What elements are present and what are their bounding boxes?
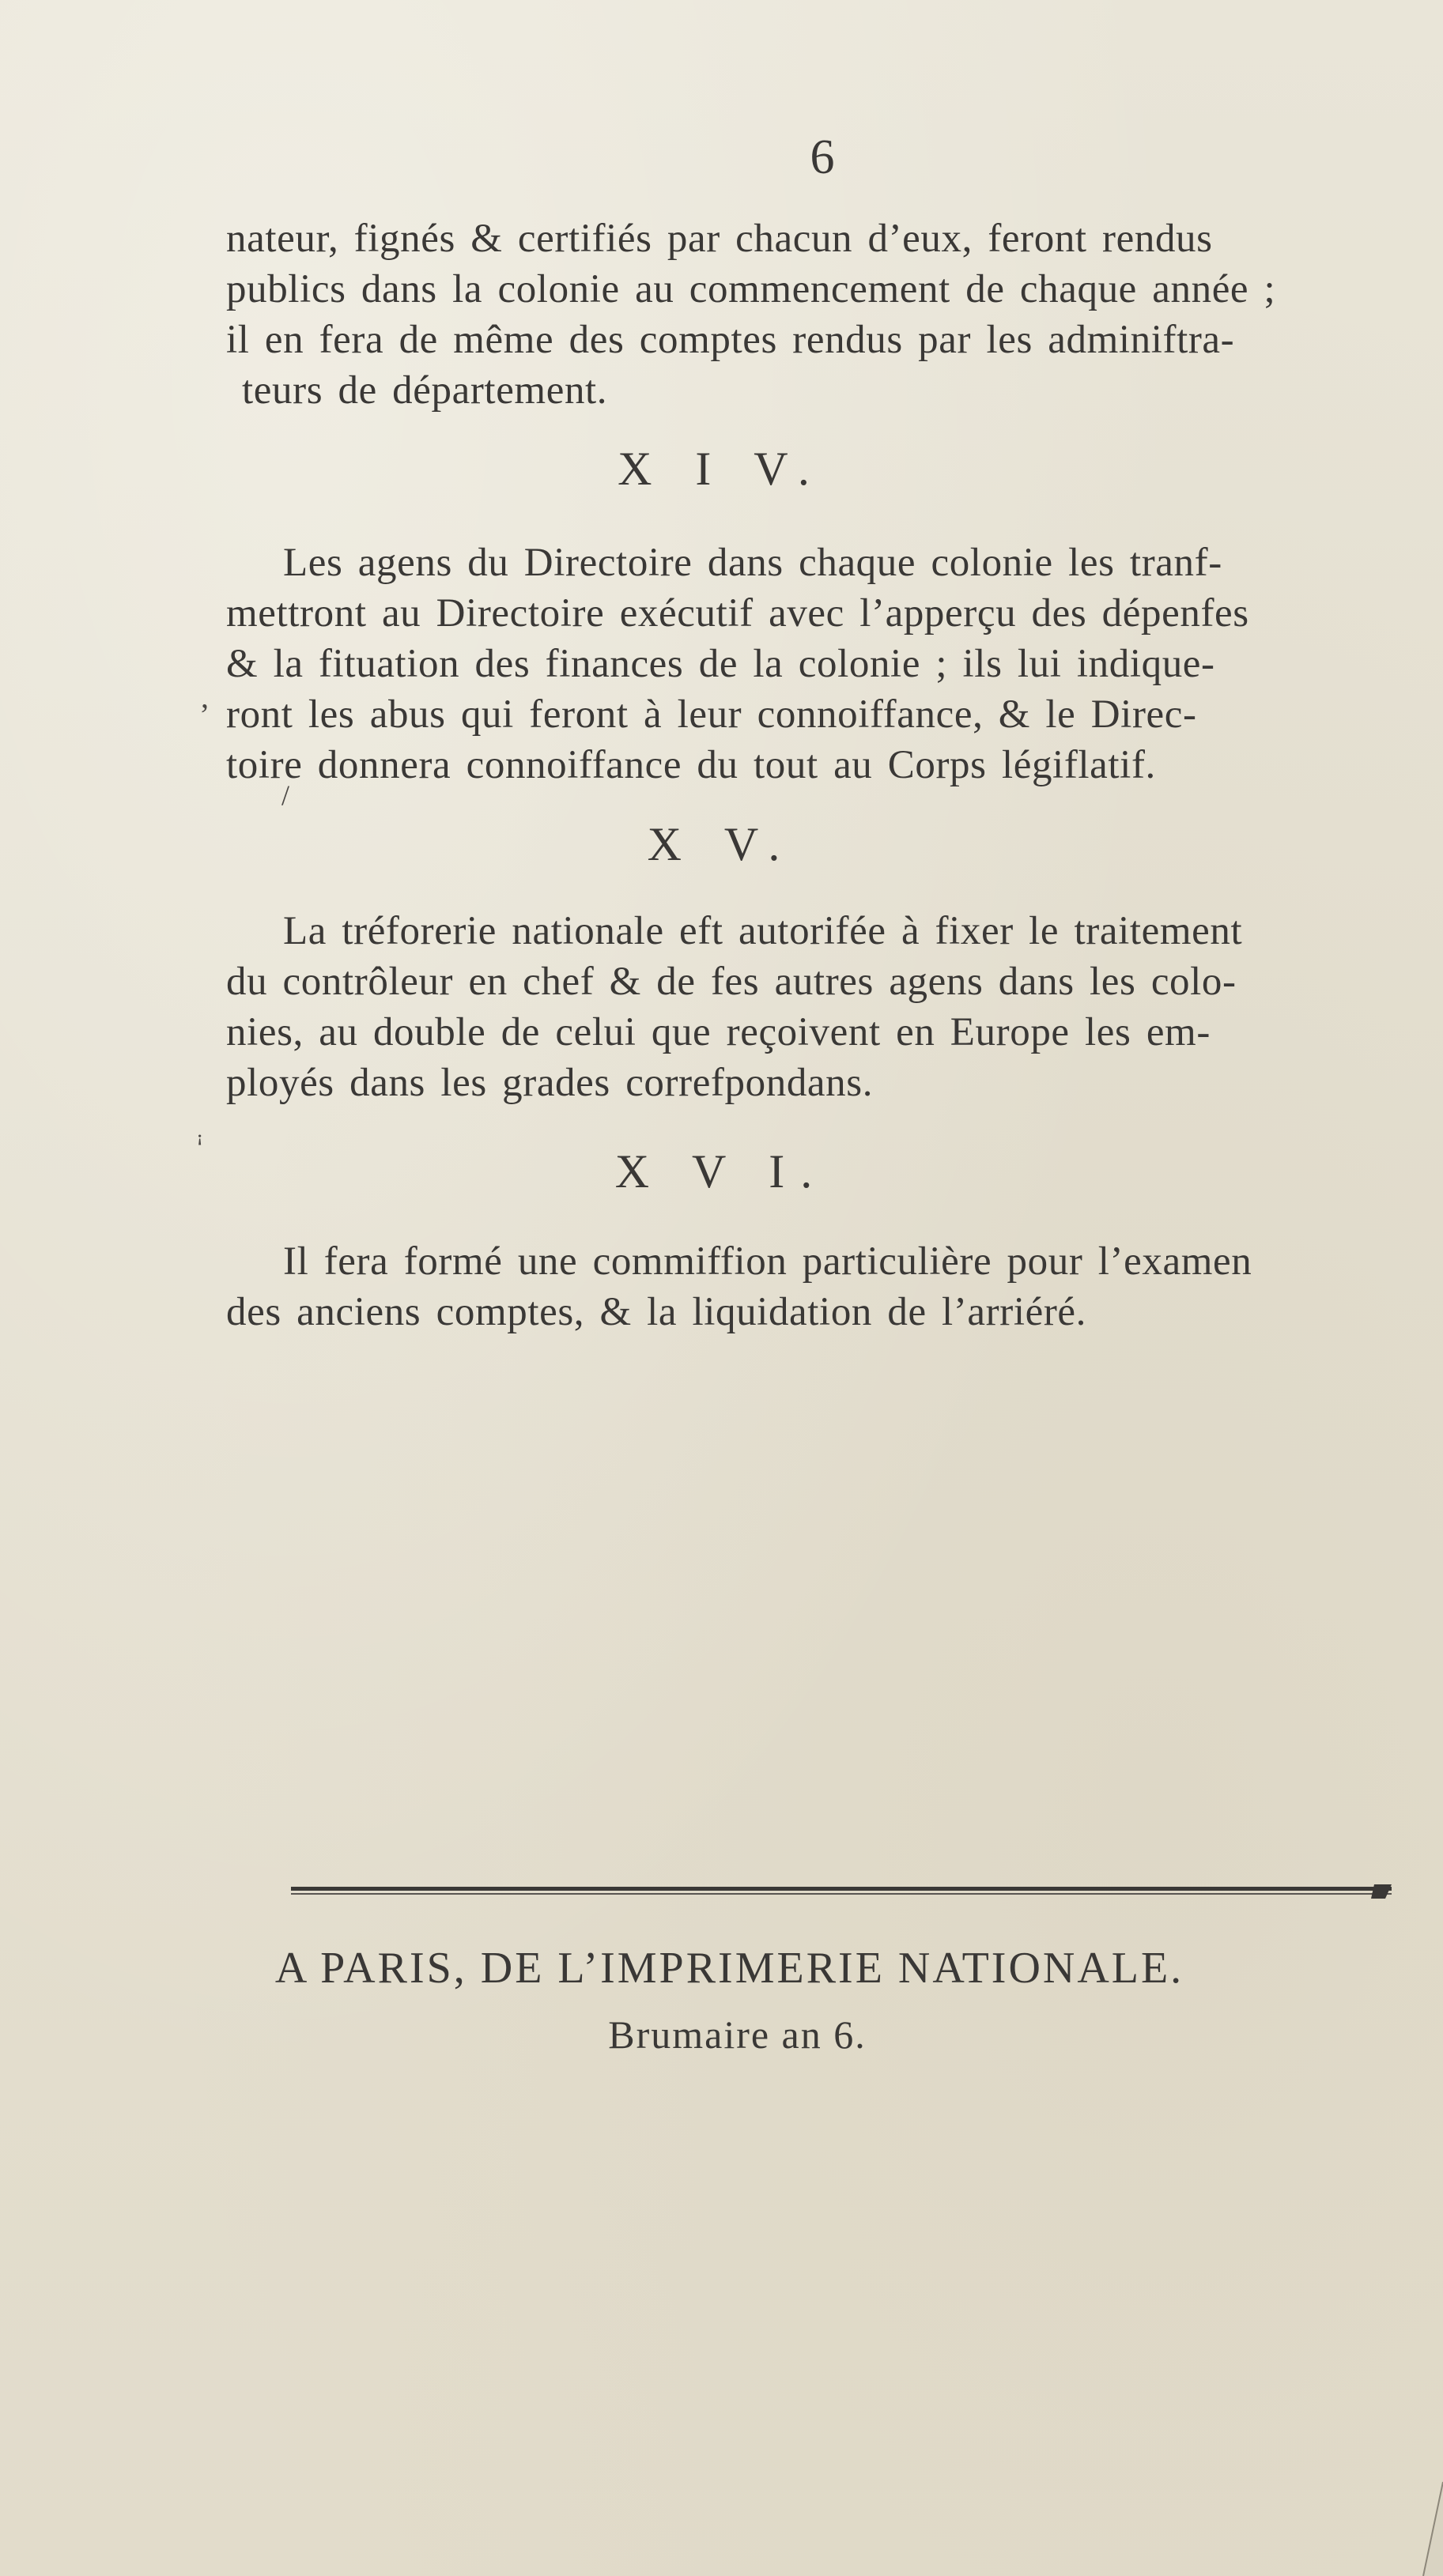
paper-mark: , xyxy=(201,679,209,715)
paragraph-article-xv xyxy=(226,906,1400,1108)
text-line: ployés dans les grades correfpondans. xyxy=(226,1061,874,1105)
text-line: La tréforerie nationale eft autorifée à fixer le traitement xyxy=(283,909,1243,953)
printers-rule xyxy=(291,1884,1392,1899)
text-line: nies, au double de celui que reçoivent en Europe les em- xyxy=(226,1010,1211,1054)
paragraph-article-xiv xyxy=(226,537,1400,790)
article-heading-xv: X V. xyxy=(647,818,796,870)
text-line: Les agens du Directoire dans chaque colonie les tranf- xyxy=(283,541,1222,585)
article-heading-xvi: X V I. xyxy=(614,1145,829,1197)
imprint-date: Brumaire an 6. xyxy=(608,2012,867,2057)
text-line: Il fera formé une commiffion particulière pour l’examen xyxy=(283,1239,1252,1284)
text-line: toire donnera connoiffance du tout au Corps légiflatif. xyxy=(226,743,1156,787)
text-line: publics dans la colonie au commencement de chaque année ; xyxy=(226,267,1276,311)
text-line: & la fituation des finances de la colonie ; ils lui indique- xyxy=(226,642,1215,686)
text-line: mettront au Directoire exécutif avec l’apperçu des dépenfes xyxy=(226,591,1249,636)
paragraph-article-xvi xyxy=(226,1236,1400,1337)
text-line: teurs de département. xyxy=(242,368,608,413)
paper-mark: / xyxy=(281,779,290,811)
imprint-printer: A PARIS, DE L’IMPRIMERIE NATIONALE. xyxy=(274,1944,1184,1993)
article-heading-xiv: X I V. xyxy=(618,443,825,495)
page-number: 6 xyxy=(810,130,835,184)
text-line: des anciens comptes, & la liquidation de l’arriéré. xyxy=(226,1290,1086,1334)
text-line: ront les abus qui feront à leur connoiffance, & le Direc- xyxy=(226,692,1197,737)
text-line: du contrôleur en chef & de fes autres agens dans les colo- xyxy=(226,960,1237,1004)
paragraph-continuation xyxy=(226,213,1400,416)
text-line: il en fera de même des comptes rendus par les adminiftra- xyxy=(226,318,1235,362)
paper-mark: ꜟ xyxy=(196,1130,204,1155)
page-corner-fold xyxy=(1400,2466,1443,2576)
text-line: nateur, fignés & certifiés par chacun d’eux, feront rendus xyxy=(226,217,1213,261)
